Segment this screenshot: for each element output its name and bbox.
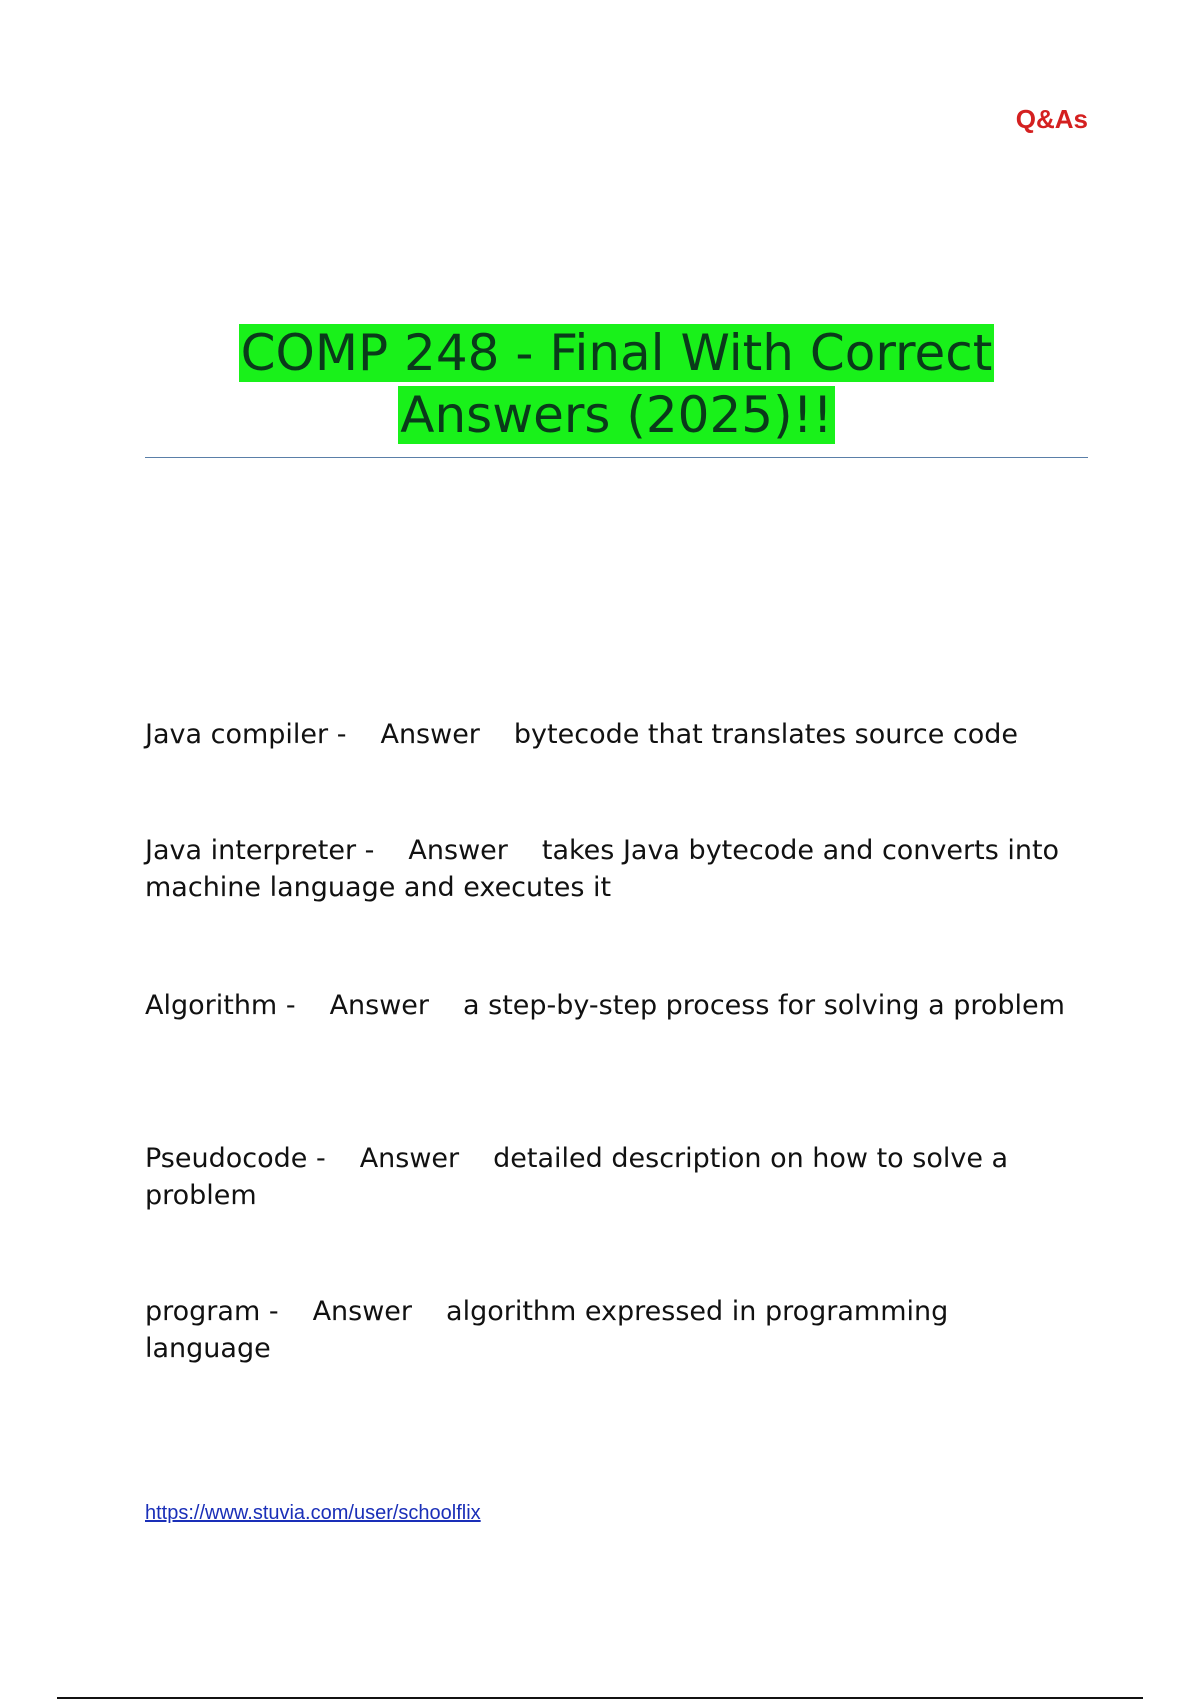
qa-answer-label: Answer [359, 1143, 460, 1174]
qa-item-pseudocode [145, 1140, 1075, 1214]
stuvia-profile-link[interactable]: https://www.stuvia.com/user/schoolflix [145, 1502, 481, 1524]
document-title-text: COMP 248 - Final With Correct Answers (2025)!! [240, 324, 993, 444]
qa-item-algorithm [145, 987, 1075, 1024]
qa-term: program - [145, 1296, 279, 1327]
qa-term: Java compiler - [145, 719, 347, 750]
document-title [145, 322, 1088, 446]
qa-term: Pseudocode - [145, 1143, 326, 1174]
qa-term: Algorithm - [145, 990, 296, 1021]
qa-term: Java interpreter - [145, 835, 375, 866]
qa-answer-label: Answer [380, 719, 480, 750]
qa-item-java-compiler [145, 716, 1075, 753]
qa-answer-label: Answer [312, 1296, 413, 1327]
qa-definition: algorithm expressed in programming language [145, 1296, 949, 1364]
header-tag: Q&As [1015, 104, 1088, 134]
qa-definition: bytecode that translates source code [513, 719, 1019, 750]
title-divider [145, 457, 1088, 458]
qa-answer-label: Answer [408, 835, 508, 866]
qa-item-program [145, 1293, 1075, 1367]
qa-definition: takes Java bytecode and converts into machine language and executes it [145, 835, 1060, 903]
qa-definition: a step-by-step process for solving a problem [463, 990, 1065, 1021]
qa-answer-label: Answer [329, 990, 430, 1021]
qa-item-java-interpreter [145, 832, 1075, 906]
qa-definition: detailed description on how to solve a problem [145, 1143, 1009, 1211]
page-bottom-divider [57, 1697, 1143, 1699]
